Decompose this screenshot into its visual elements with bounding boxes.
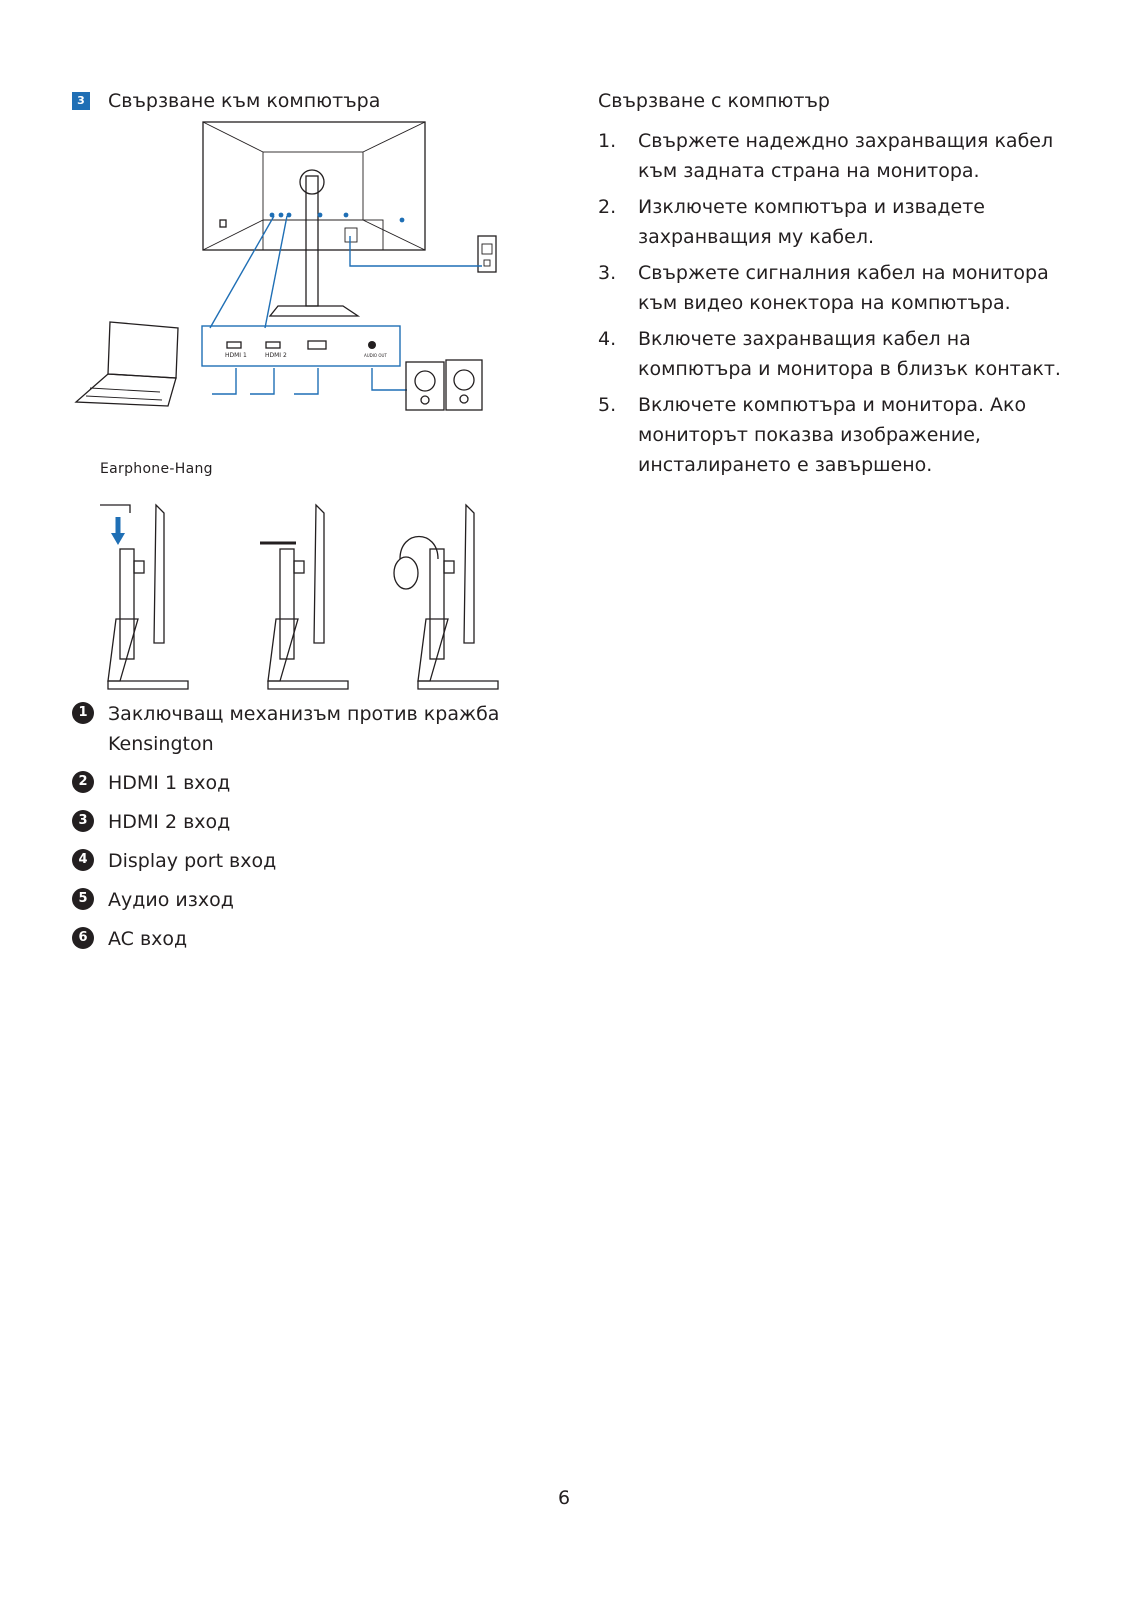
monitor-back-illustration [203, 122, 496, 316]
connection-diagram [60, 116, 520, 446]
step-item: 3. Свържете сигналния кабел на монитора към видео конектора на компютъра. [598, 262, 1049, 314]
earphone-hang-illustration [86, 493, 506, 701]
legend-item: 2 HDMI 1 вход [72, 768, 512, 798]
legend-item: 1 Заключващ механизъм против кражба Kensington [72, 699, 512, 759]
section-title-connect: Свързване към компютъра [108, 90, 381, 112]
hanger-install-step [100, 505, 188, 689]
hanger-installed-step [260, 505, 348, 689]
audio-port-label: AUDIO OUT [364, 353, 387, 358]
step-item: 4. Включете захранващия кабел на компютъра и монитора в близък контакт. [598, 328, 1061, 380]
hdmi2-port-label: HDMI 2 [265, 352, 287, 359]
earphone-hang-label: Earphone-Hang [100, 461, 213, 477]
legend-item: 6 AC вход [72, 924, 512, 954]
connection-steps [598, 126, 1068, 486]
ports-legend [72, 699, 512, 963]
speakers-illustration [406, 360, 482, 410]
headphones-hanging-step [394, 505, 498, 689]
legend-item: 3 HDMI 2 вход [72, 807, 512, 837]
hdmi1-port-label: HDMI 1 [225, 352, 247, 359]
step-item: 5. Включете компютъра и монитора. Ако мониторът показва изображение, инсталирането е завършено. [598, 394, 1027, 476]
legend-item: 5 Аудио изход [72, 885, 512, 915]
section-title-connect-pc: Свързване с компютър [598, 90, 830, 112]
step-item: 2. Изключете компютъра и извадете захранващия му кабел. [598, 196, 985, 248]
page-number: 6 [557, 1487, 571, 1509]
laptop-illustration [76, 322, 178, 406]
step-item: 1. Свържете надеждно захранващия кабел към задната страна на монитора. [598, 130, 1054, 182]
legend-item: 4 Display port вход [72, 846, 512, 876]
section-number-badge: 3 [72, 92, 90, 110]
ports-panel [202, 326, 407, 394]
